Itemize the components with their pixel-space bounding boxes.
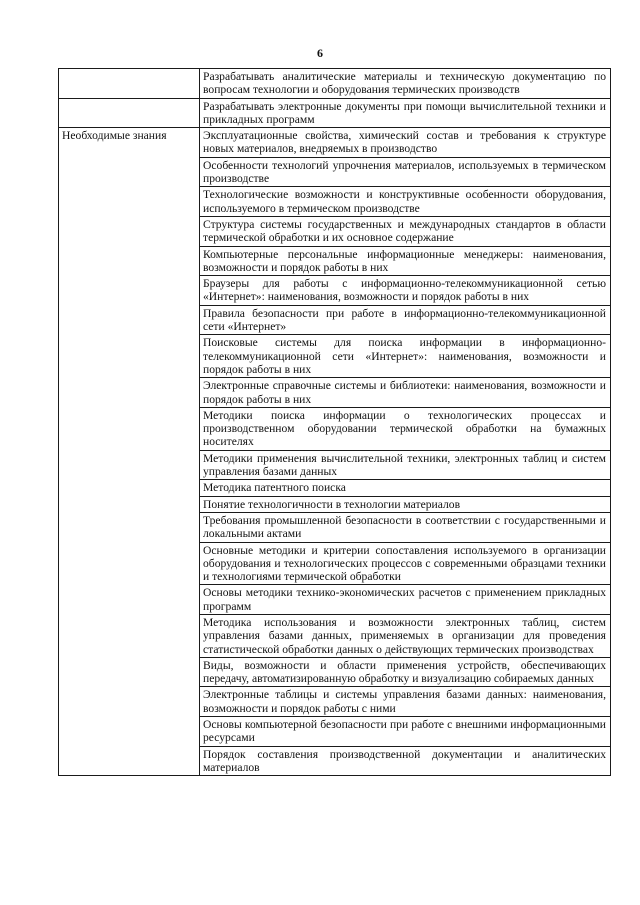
section-label: Необходимые знания [59, 128, 200, 776]
knowledge-item: Требования промышленной безопасности в соответствии с государственными и локальными актами [200, 512, 611, 542]
knowledge-item: Виды, возможности и области применения устройств, обеспечивающих передачу, автоматизированную обработку и визуализацию собираемых данных [200, 657, 611, 687]
knowledge-item: Методика патентного поиска [200, 480, 611, 496]
knowledge-item: Особенности технологий упрочнения материалов, используемых в термическом производстве [200, 157, 611, 187]
table-cell: Разрабатывать электронные документы при помощи вычислительной техники и прикладных программ [200, 98, 611, 128]
knowledge-item: Основы методики технико-экономических расчетов с применением прикладных программ [200, 585, 611, 615]
table-row [59, 69, 611, 99]
requirements-table [58, 68, 611, 776]
knowledge-item: Компьютерные персональные информационные менеджеры: наименования, возможности и порядок работы в них [200, 246, 611, 276]
table-body [59, 69, 611, 776]
table-row [59, 128, 611, 158]
knowledge-item: Основы компьютерной безопасности при работе с внешними информационными ресурсами [200, 717, 611, 747]
knowledge-item: Понятие технологичности в технологии материалов [200, 496, 611, 512]
knowledge-item: Правила безопасности при работе в информационно-телекоммуникационной сети «Интернет» [200, 305, 611, 335]
empty-label-cell [59, 98, 200, 128]
knowledge-item: Методика использования и возможности электронных таблиц, систем управления базами данных, применяемых в организации для проведения статистической обработки данных о действующих термических производствах [200, 614, 611, 657]
knowledge-item: Браузеры для работы с информационно-телекоммуникационной сетью «Интернет»: наименования, возможности и порядок работы в них [200, 276, 611, 306]
knowledge-item: Структура системы государственных и международных стандартов в области термической обработки и их основное содержание [200, 216, 611, 246]
knowledge-item: Основные методики и критерии сопоставления используемого в организации оборудования и технологических процессов с современными образцами техники и технологиями термической обработки [200, 542, 611, 585]
knowledge-item: Методики поиска информации о технологических процессах и производственном оборудовании термической обработки на бумажных носителях [200, 407, 611, 450]
knowledge-item: Поисковые системы для поиска информации в информационно-телекоммуникационной сети «Интернет»: наименования, возможности и порядок работы в них [200, 335, 611, 378]
page-number: 6 [317, 46, 323, 60]
knowledge-item: Методики применения вычислительной техники, электронных таблиц и систем управления базами данных [200, 450, 611, 480]
empty-label-cell [59, 69, 200, 99]
knowledge-item: Порядок составления производственной документации и аналитических материалов [200, 746, 611, 776]
knowledge-item: Электронные справочные системы и библиотеки: наименования, возможности и порядок работы в них [200, 378, 611, 408]
table-cell: Разрабатывать аналитические материалы и техническую документацию по вопросам технологии и оборудования термических производств [200, 69, 611, 99]
table-row [59, 98, 611, 128]
knowledge-item: Технологические возможности и конструктивные особенности оборудования, используемого в термическом производстве [200, 187, 611, 217]
knowledge-item: Электронные таблицы и системы управления базами данных: наименования, возможности и порядок работы с ними [200, 687, 611, 717]
knowledge-item: Эксплуатационные свойства, химический состав и требования к структуре новых материалов, внедряемых в производство [200, 128, 611, 158]
